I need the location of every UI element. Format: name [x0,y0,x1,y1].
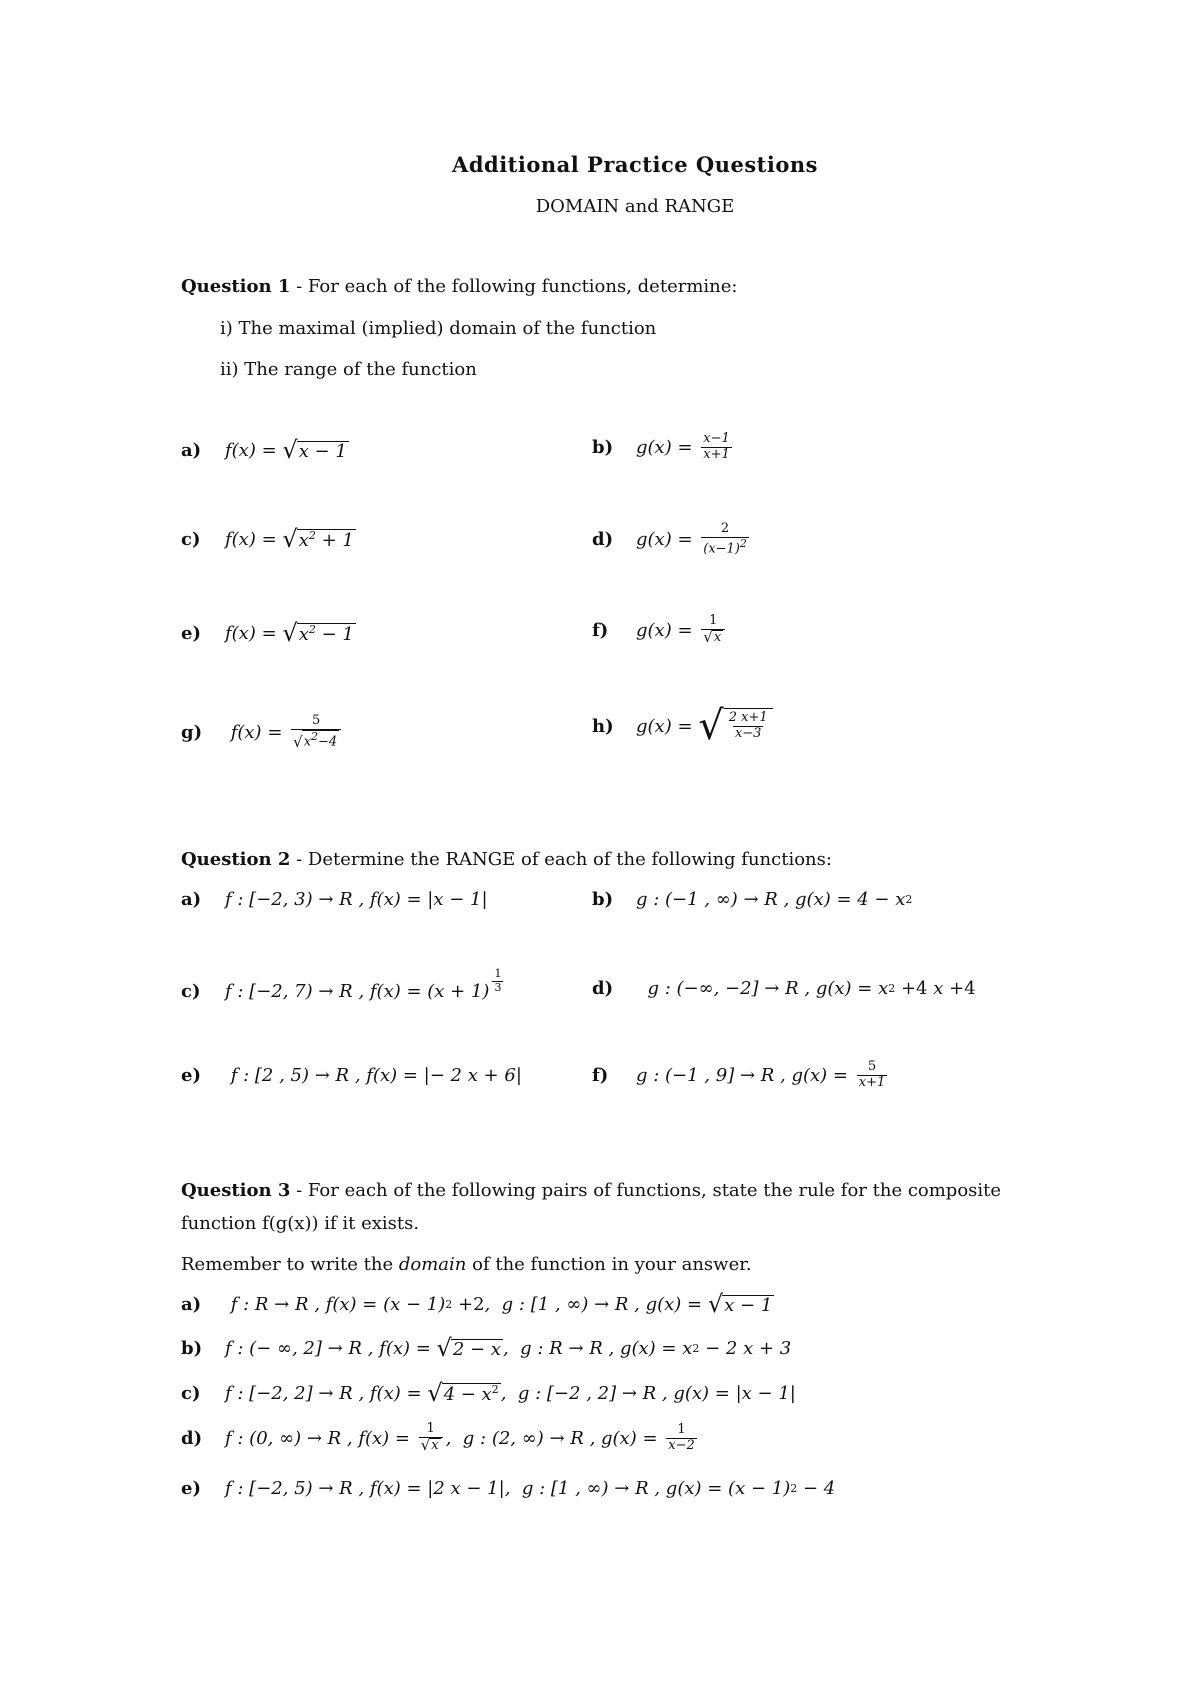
q3-item-c-label: c) [181,1382,201,1404]
q2-item-f-label: f) [592,1064,609,1086]
q1-item-f [592,614,728,647]
q2-item-d-text: g : (−∞, −2] → R , g(x) = x [647,978,889,999]
q2-item-f [592,1060,890,1091]
question-1-heading [181,276,737,297]
q2-item-a-expr: f : [−2, 3) → R , f(x) = |x − 1| [225,889,488,910]
q2-item-f-text: g : (−1 , 9] → R , g(x) = [636,1064,848,1086]
q3-item-e [181,1478,835,1499]
question-1-part-ii: ii) The range of the function [220,359,477,380]
q3-item-a [181,1292,774,1316]
q1-item-d [592,522,752,557]
q1-item-c-expr: f(x) = √ $x^2 + 1$ [225,525,354,553]
question-1-text: - For each of the following functions, determine: [290,276,738,297]
q1-item-f-label: f) [592,620,609,642]
q1-item-h-expr: g(x) = √ $\frac{2 x+1}{x-3}$ [636,708,773,744]
q1-item-e-expr: f(x) = √ $x^2 - 1$ [225,619,354,647]
q1-item-d-label: d) [592,529,614,551]
page-title: Additional Practice Questions [452,152,818,177]
question-3-text-2: function f(g(x)) if it exists. [181,1213,420,1234]
q2-item-b-label: b) [592,889,614,910]
q2-item-f-expr: g : (−1 , 9] → R , g(x) = $\frac{5}{x+1}$ [636,1059,886,1090]
q1-item-g [181,714,344,752]
q3-item-d-expr: f : (0, ∞) → R , f(x) = 1 √ x , g : (2, ∞) → R , g(x) = $\frac{1}{x-2}$ [225,1421,695,1455]
q1-item-d-expr: g(x) = $\frac{2}{(x-1)^2}$ [636,521,747,557]
q3-item-b-expr: f : (− ∞, 2] → R , f(x) = √ 2 − x , g : R → R , g(x) = x 2 − 2 x + 3 [225,1334,792,1362]
q3-item-b [181,1336,791,1360]
q1-item-e-label: e) [181,622,201,644]
q1-item-b-expr: g(x) = $\frac{x-1}{x+1}$ [636,431,730,462]
q3-item-d-label: d) [181,1428,203,1450]
q2-item-e-expr [225,1065,522,1086]
q3-item-a-expr: f : R → R , f(x) = (x − 1) 2 + 2 , g : [1 , ∞) → R , g(x) = √ x − 1 [225,1290,773,1318]
q2-item-a-label: a) [181,889,202,910]
q1-item-c-label: c) [181,528,201,550]
q3-item-c-expr: f : [−2, 2] → R , f(x) = √ $4 - x^2$ , g : [−2 , 2] → R , g(x) = |x − 1| [225,1379,796,1407]
question-3-reminder [181,1254,752,1275]
q1-item-h-label: h) [592,715,614,737]
q1-item-h [592,703,773,749]
q2-item-d [592,978,976,999]
q1-item-e [181,621,356,645]
q2-item-e-label: e) [181,1065,201,1086]
q3-item-c [181,1381,796,1405]
q2-item-e [181,1065,522,1086]
q1-item-g-expr: f(x) = 5 √ $x^2-4$ [225,714,344,752]
q1-item-f-expr: g(x) = 1 √ x [636,614,728,647]
question-2-label: Question 2 [181,849,291,870]
question-1-part-i: i) The maximal (implied) domain of the function [220,318,657,339]
q2-item-c-expr: f : [−2, 7) → R , f(x) = (x + 1) $\frac{1}{3}$ [225,967,502,1002]
page-subtitle: DOMAIN and RANGE [535,196,735,217]
q1-item-a [181,438,349,462]
question-3-label: Question 3 [181,1180,291,1201]
q1-item-c [181,527,356,551]
q3-item-d [181,1422,700,1455]
reminder-emphasis: domain [398,1254,467,1275]
q3-item-a-label: a) [181,1293,202,1315]
q2-item-d-label: d) [592,978,614,999]
q2-item-b-text: g : (−1 , ∞) → R , g(x) = 4 − x [636,889,906,910]
q2-item-c-text: f : [−2, 7) → R , f(x) = (x + 1) [225,980,490,1002]
q3-item-e-expr: f : [−2, 5) → R , f(x) = |2 x − 1|, g : [1 , ∞) → R , g(x) = (x − 1) 2 − 4 [225,1478,836,1499]
q1-item-g-label: g) [181,722,203,744]
question-3-heading [181,1180,1001,1201]
q1-item-b [592,432,735,463]
q1-item-a-label: a) [181,439,202,461]
reminder-pre: Remember to write the [181,1254,399,1275]
question-2-heading [181,849,832,870]
q2-item-c [181,967,506,1004]
question-2-text: - Determine the RANGE of each of the following functions: [290,849,832,870]
q2-item-c-label: c) [181,980,201,1002]
question-1-label: Question 1 [181,276,291,297]
q2-item-b [592,889,912,910]
q1-item-b-label: b) [592,436,614,458]
q3-item-b-label: b) [181,1337,203,1359]
q2-item-e-text: f : [2 , 5) → R , f(x) = |− 2 x + 6| [230,1065,522,1086]
q2-item-d-expr: g : (−∞, −2] → R , g(x) = x 2 + 4 x + 4 [647,978,976,999]
q1-item-a-expr: f(x) = √ x − 1 [225,436,347,464]
q2-item-b-expr: g : (−1 , ∞) → R , g(x) = 4 − x 2 [636,889,913,910]
q3-item-e-label: e) [181,1478,201,1499]
reminder-post: of the function in your answer. [466,1254,752,1275]
q2-item-a [181,889,488,910]
question-3-text: - For each of the following pairs of functions, state the rule for the composite [290,1180,1002,1201]
